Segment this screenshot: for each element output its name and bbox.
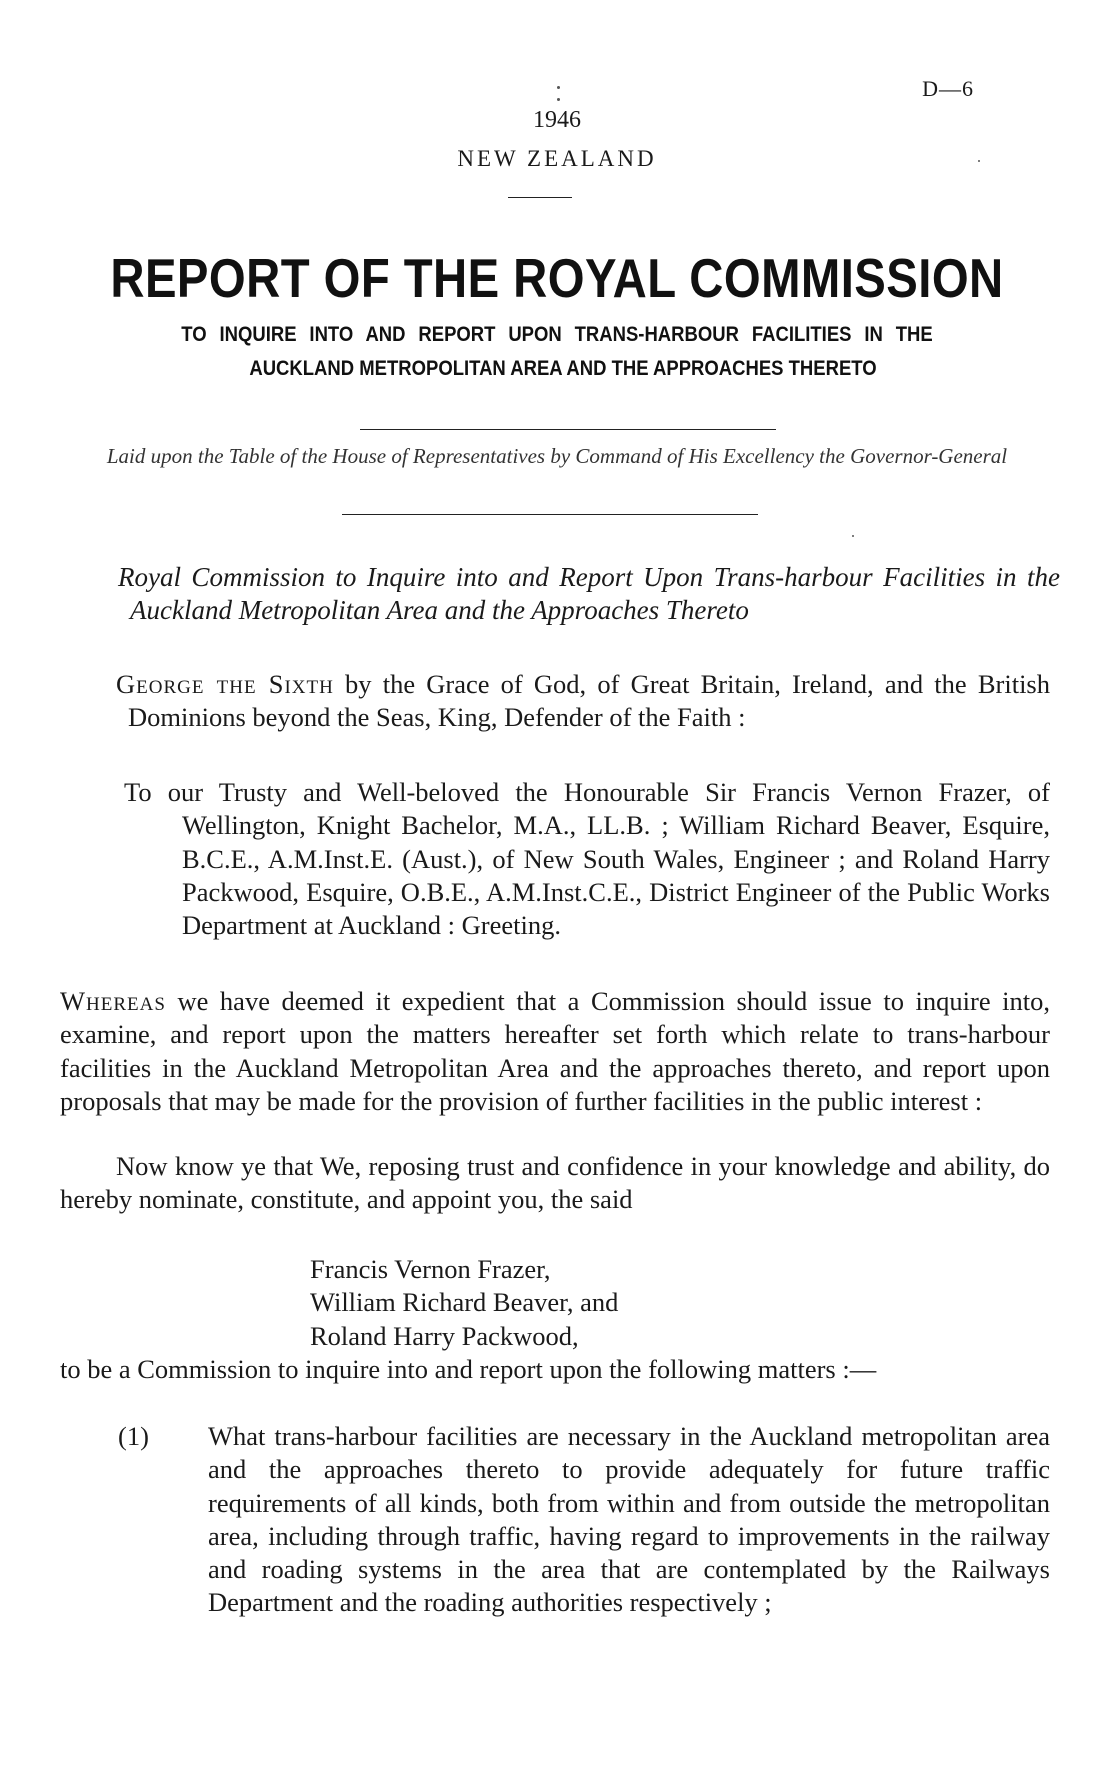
paragraph-george [116, 668, 1050, 735]
scan-speck [557, 86, 560, 89]
george-text: by the Grace of God, of Great Britain, Ireland, and the British Dominions beyond the Seas, King, Defender of the Faith : [128, 669, 1050, 733]
country-heading: NEW ZEALAND [457, 146, 657, 171]
report-subtitle-line-2: AUCKLAND METROPOLITAN AREA AND THE APPROACHES THERETO [249, 356, 877, 380]
laid-upon-table-note: Laid upon the Table of the House of Representatives by Command of His Excellency the Governor-General [106, 444, 1008, 468]
commissioner-names [310, 1253, 810, 1353]
trusty-text: To our Trusty and Well-beloved the Honourable Sir Francis Vernon Frazer, of Wellington, Knight Bachelor, M.A., LL.B. ; William Richard Beaver, Esquire, B.C.E., A.M.Inst.E. (Aust.), of New South Wales, Engineer ; and Roland Harry Packwood, Esquire, O.B.E., A.M.Inst.C.E., District Engineer of the Public Works Department at Auckland : Greeting. [124, 777, 1050, 941]
scan-speck [978, 160, 980, 162]
commissioner-name: Roland Harry Packwood, [310, 1320, 579, 1351]
report-subtitle-line-1: TO INQUIRE INTO AND REPORT UPON TRANS-HARBOUR FACILITIES IN THE [181, 322, 933, 346]
divider-above-laid-note [360, 429, 776, 430]
george-small-caps: George the Sixth [116, 669, 334, 699]
paragraph-trusty [124, 776, 1050, 942]
list-item [118, 1420, 1050, 1620]
scan-speck [852, 535, 854, 537]
document-reference: D—6 [922, 76, 974, 101]
report-title: REPORT OF THE ROYAL COMMISSION [110, 247, 1004, 309]
divider-short [508, 197, 572, 198]
scan-speck [557, 98, 560, 101]
paragraph-now-know-ye: Now know ye that We, reposing trust and confidence in your knowledge and ability, do hereby nominate, constitute, and appoint you, the said [60, 1151, 1050, 1215]
commission-title: Royal Commission to Inquire into and Report Upon Trans-harbour Facilities in the Auckland Metropolitan Area and the Approaches Thereto [118, 562, 1060, 625]
whereas-text: we have deemed it expedient that a Commission should issue to inquire into, examine, and report upon the matters hereafter set forth which relate to trans-harbour facilities in the Auckland Metropolitan Area and the approaches thereto, and report upon proposals that may be made for the provision of further facilities in the public interest : [60, 986, 1050, 1116]
publication-year: 1946 [533, 107, 581, 133]
divider-below-laid-note [342, 514, 758, 515]
commissioner-name: William Richard Beaver, and [310, 1287, 619, 1318]
paragraph-to-be-commission: to be a Commission to inquire into and report upon the following matters :— [60, 1354, 877, 1384]
item-text: What trans-harbour facilities are necessary in the Auckland metropolitan area and the approaches thereto to provide adequately for future traffic requirements of all kinds, both from within and from outside the metropolitan area, including through traffic, having regard to improvements in the railway and roading systems in the area that are contemplated by the Railways Department and the roading authorities respectively ; [208, 1421, 1050, 1618]
commissioner-name: Francis Vernon Frazer, [310, 1254, 551, 1284]
whereas-small-caps: Whereas [60, 986, 166, 1016]
paragraph-whereas [60, 985, 1050, 1118]
item-number: (1) [118, 1421, 149, 1451]
